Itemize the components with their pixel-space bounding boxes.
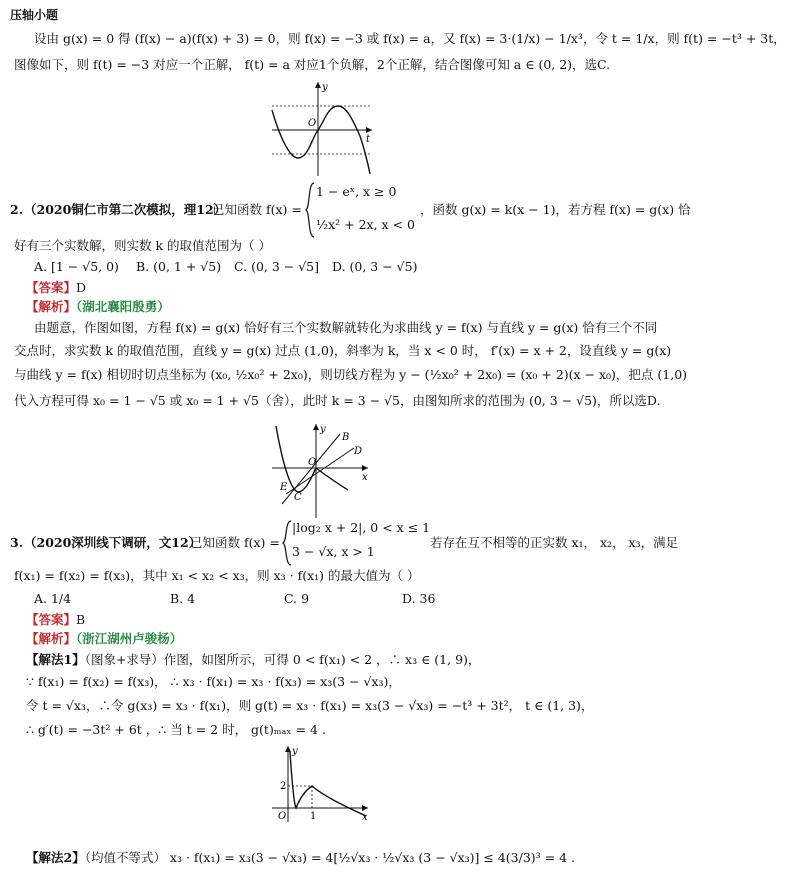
prev-fig-y-label: y bbox=[322, 82, 328, 93]
q3-sol2-text: （均值不等式） x₃ · f(x₁) = x₃(3 − √x₃) = 4[½√x₃ · ½√x₃ (3 − √x₃)] ≤ 4(3/3)³ = 4 . bbox=[84, 850, 576, 865]
q2-source: （2020铜仁市第二次模拟，理12） bbox=[24, 202, 227, 217]
q3-analysis-tag: 【解析】 bbox=[26, 631, 77, 646]
q2-stem-b: ，函数 g(x) = k(x − 1)，若方程 f(x) = g(x) 恰 bbox=[420, 202, 691, 217]
q2-brace bbox=[305, 182, 315, 238]
q3-sol1-line-4: ∴ g′(t) = −3t² + 6t ，∴ 当 t = 2 时， g(t)ₘₐₓ = 4 . bbox=[26, 722, 326, 737]
q2-fig-d-label: D bbox=[354, 446, 363, 457]
q3-sol1-tag: 【解法1】 bbox=[26, 652, 85, 667]
q2-analysis-author: （湖北襄阳殷勇） bbox=[76, 299, 170, 314]
q2-number: 2. bbox=[10, 202, 24, 217]
q2-answer bbox=[26, 279, 86, 297]
q2-analysis-tag: 【解析】 bbox=[26, 299, 77, 314]
q3-source: （2020深圳线下调研，文12） bbox=[24, 535, 202, 550]
q2-fig-b-label: B bbox=[342, 432, 350, 443]
q3-fig-x-label: x bbox=[362, 812, 368, 823]
q2-stem-a: 已知函数 f(x) = bbox=[212, 202, 302, 217]
q3-stem-a: 已知函数 f(x) = bbox=[190, 535, 280, 550]
q2-analysis-line-4: 代入方程可得 x₀ = 1 − √5 或 x₀ = 1 + √5（舍），此时 k = 3 − √5，由图知所求的范围为 (0, 3 − √5)，所以选D. bbox=[14, 393, 661, 408]
q3-option-c: C. 9 bbox=[284, 591, 310, 606]
prev-solution-line-1: 设由 g(x) = 0 得 (f(x) − a)(f(x) + 3) = 0，则 f(x) = −3 或 f(x) = a，又 f(x) = 3·(1/x) − 1/x³，令 t = 1/x，则 f(t) = −t³ + 3t， bbox=[34, 31, 786, 46]
q3-fig-tick-2: 2 bbox=[280, 781, 287, 792]
q3-piece-1: |log₂ x + 2|, 0 < x ≤ 1 bbox=[292, 520, 431, 535]
q3-sol1-text-1: （图象+求导）作图，如图所示，可得 0 < f(x₁) < 2 ，∴ x₃ ∈ (1, 9)， bbox=[84, 652, 481, 667]
prev-solution-line-2: 图像如下，则 f(t) = −3 对应一个正解， f(t) = a 对应1个负解，2个正解，结合图像可知 a ∈ (0, 2)，选C. bbox=[14, 57, 611, 72]
q3-piece-2: 3 − √x, x > 1 bbox=[292, 544, 375, 559]
q2-fig-origin-label: O bbox=[308, 457, 317, 468]
q2-option-d: D. (0, 3 − √5) bbox=[332, 259, 418, 274]
q3-option-d: D. 36 bbox=[402, 591, 436, 606]
q3-sol1-line-3: 令 t = √x₃，∴令 g(x₃) = x₃ · f(x₁)，则 g(t) = x₃ · f(x₁) = x₃(3 − √x₃) = −t³ + 3t²， t ∈ (1, 3)， bbox=[26, 698, 594, 713]
q2-figure bbox=[268, 420, 372, 520]
q2-fig-e-label: E bbox=[280, 482, 288, 493]
q3-sol2-line bbox=[26, 849, 575, 867]
q3-sol2-tag: 【解法2】 bbox=[26, 850, 85, 865]
prev-fig-t-label: t bbox=[366, 134, 371, 145]
section-header: 压轴小题 bbox=[10, 8, 59, 22]
q2-stem-c: 好有三个实数解，则实数 k 的取值范围为（ ） bbox=[14, 238, 271, 253]
q3-sol1-line-1 bbox=[26, 651, 480, 669]
q3-number: 3. bbox=[10, 535, 24, 550]
q3-analysis-heading bbox=[26, 630, 182, 648]
q3-stem-b: 若存在互不相等的正实数 x₁， x₂， x₃，满足 bbox=[430, 535, 679, 550]
prev-figure bbox=[268, 78, 378, 178]
q2-fig-x-label: x bbox=[362, 472, 368, 483]
q3-answer-value: B bbox=[76, 612, 86, 627]
q2-answer-value: D bbox=[76, 280, 87, 295]
prev-fig-origin-label: O bbox=[308, 118, 317, 129]
q3-stem-c: f(x₁) = f(x₂) = f(x₃)，其中 x₁ < x₂ < x₃，则 x₃ · f(x₁) 的最大值为（ ） bbox=[14, 568, 420, 583]
q2-analysis-line-2: 交点时，求实数 k 的取值范围，直线 y = g(x) 过点 (1,0)，斜率为 k，当 x < 0 时， f′(x) = x + 2，设直线 y = g(x) bbox=[14, 343, 672, 358]
q3-analysis-author: （浙江湖州卢骏杨） bbox=[76, 631, 183, 646]
q3-figure bbox=[268, 742, 372, 824]
q2-answer-tag: 【答案】 bbox=[26, 280, 77, 295]
q2-fig-y-label: y bbox=[320, 424, 326, 435]
q2-analysis-heading bbox=[26, 298, 170, 316]
q2-fig-c-label: C bbox=[294, 492, 302, 503]
q2-piece-1: 1 − eˣ, x ≥ 0 bbox=[316, 184, 397, 199]
q3-answer bbox=[26, 611, 85, 629]
q2-piece-2: ½x² + 2x, x < 0 bbox=[316, 217, 415, 232]
q2-option-c: C. (0, 3 − √5] bbox=[234, 259, 320, 274]
q2-option-a: A. [1 − √5, 0) bbox=[34, 259, 119, 274]
q3-answer-tag: 【答案】 bbox=[26, 612, 77, 627]
q2-option-b: B. (0, 1 + √5) bbox=[136, 259, 222, 274]
q3-fig-origin-label: O bbox=[278, 811, 287, 822]
q3-fig-y-label: y bbox=[292, 746, 298, 757]
q2-analysis-line-1: 由题意，作图如图，方程 f(x) = g(x) 恰好有三个实数解就转化为求曲线 y = f(x) 与直线 y = g(x) 恰有三个不同 bbox=[34, 320, 658, 335]
q3-sol1-line-2: ∵ f(x₁) = f(x₂) = f(x₃)， ∴ x₃ · f(x₁) = x₃ · f(x₃) = x₃(3 − √x₃)， bbox=[26, 674, 401, 689]
q3-brace bbox=[282, 520, 292, 566]
q3-fig-tick-1: 1 bbox=[310, 811, 317, 822]
q2-analysis-line-3: 与曲线 y = f(x) 相切时切点坐标为 (x₀, ½x₀² + 2x₀)，则切线方程为 y − (½x₀² + 2x₀) = (x₀ + 2)(x − x₀)，把点 (1,0) bbox=[14, 367, 688, 382]
q3-option-b: B. 4 bbox=[170, 591, 196, 606]
q3-option-a: A. 1/4 bbox=[34, 591, 72, 606]
